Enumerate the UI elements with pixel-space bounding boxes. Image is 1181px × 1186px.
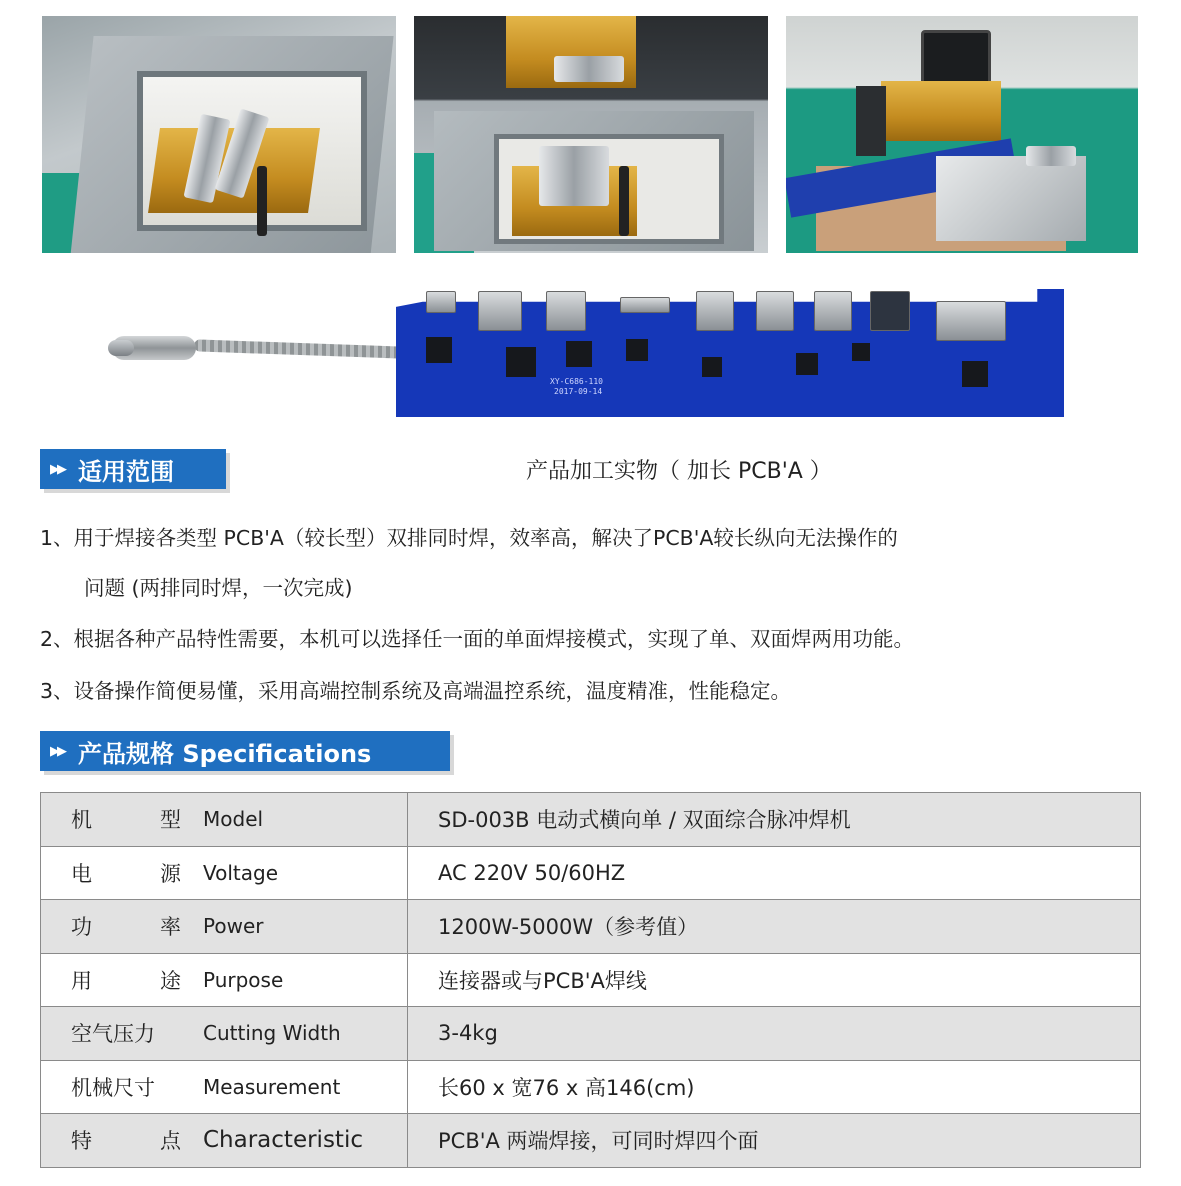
spec-label-en: Cutting Width (203, 1021, 341, 1046)
spec-label-en: Purpose (203, 967, 284, 992)
double-arrow-icon: ▶▶ (50, 461, 64, 477)
table-row (41, 1007, 1141, 1061)
list-item-2: 2、根据各种产品特性需要，本机可以选择任一面的单面焊接模式，实现了单、双面焊两用功能。 (40, 627, 915, 651)
table-row (41, 1060, 1141, 1114)
list-item-3: 3、设备操作简便易懂，采用高端控制系统及高端温控系统，温度精准，性能稳定。 (40, 679, 792, 703)
pcb-date-label: 2017-09-14 (554, 387, 603, 396)
section-title: 产品规格 Specifications (78, 739, 372, 768)
specifications-table (40, 792, 1141, 1168)
pcb-photo (106, 285, 1066, 420)
product-photo-3 (786, 16, 1138, 253)
section-header-specifications (40, 731, 450, 771)
table-row: 电 源 Voltage AC 220V 50/60HZ (41, 846, 1141, 900)
table-row: 功 率 Power 1200W-5000W（参考值） (41, 900, 1141, 954)
product-photo-2 (414, 16, 768, 253)
spec-label-cn: 机械尺寸 (71, 1075, 155, 1100)
section-title: 适用范围 (78, 457, 174, 486)
spec-value: AC 220V 50/60HZ (408, 846, 1141, 900)
spec-label-en: Characteristic (203, 1127, 363, 1154)
table-row: 特 点 Characteristic PCB'A 两端焊接，可同时焊四个面 (41, 1114, 1141, 1168)
spec-label-en: Voltage (203, 860, 279, 885)
spec-label-cn: 机 (71, 808, 92, 833)
spec-value: 3-4kg (408, 1007, 1141, 1061)
product-photo-1 (42, 16, 396, 253)
spec-value: 1200W-5000W（参考值） (408, 900, 1141, 954)
table-row: 用 途 Purpose 连接器或与PCB'A焊线 (41, 953, 1141, 1007)
list-item-1: 1、用于焊接各类型 PCB'A（较长型）双排同时焊，效率高，解决了PCB'A较长纵向无法操作的 (40, 526, 898, 550)
cable (194, 339, 404, 358)
spec-label-en: Measurement (203, 1074, 341, 1099)
spec-label-cn: 空气压力 (71, 1022, 155, 1047)
double-arrow-icon: ▶▶ (50, 743, 64, 759)
spec-label-cn: 电 (71, 861, 92, 886)
table-row: 机 型 Model SD-003B 电动式横向单 / 双面综合脉冲焊机 (41, 793, 1141, 847)
spec-value: PCB'A 两端焊接，可同时焊四个面 (408, 1114, 1141, 1168)
spec-value: SD-003B 电动式横向单 / 双面综合脉冲焊机 (408, 793, 1141, 847)
photo-caption: 产品加工实物（ 加长 PCB'A ） (526, 459, 832, 484)
spec-label-en: Model (203, 807, 264, 832)
spec-value: 连接器或与PCB'A焊线 (408, 953, 1141, 1007)
spec-label-cn: 特 (71, 1129, 92, 1154)
spec-label-cn: 用 (71, 968, 92, 993)
pcb-model-label: XY-C686-110 (550, 377, 603, 386)
section-header-scope (40, 449, 226, 489)
spec-label-cn: 功 (71, 915, 92, 940)
spec-value: 长60 x 宽76 x 高146(cm) (408, 1060, 1141, 1114)
spec-label-en: Power (203, 914, 264, 939)
list-item-1-continued: 问题 (两排同时焊，一次完成) (84, 576, 353, 600)
